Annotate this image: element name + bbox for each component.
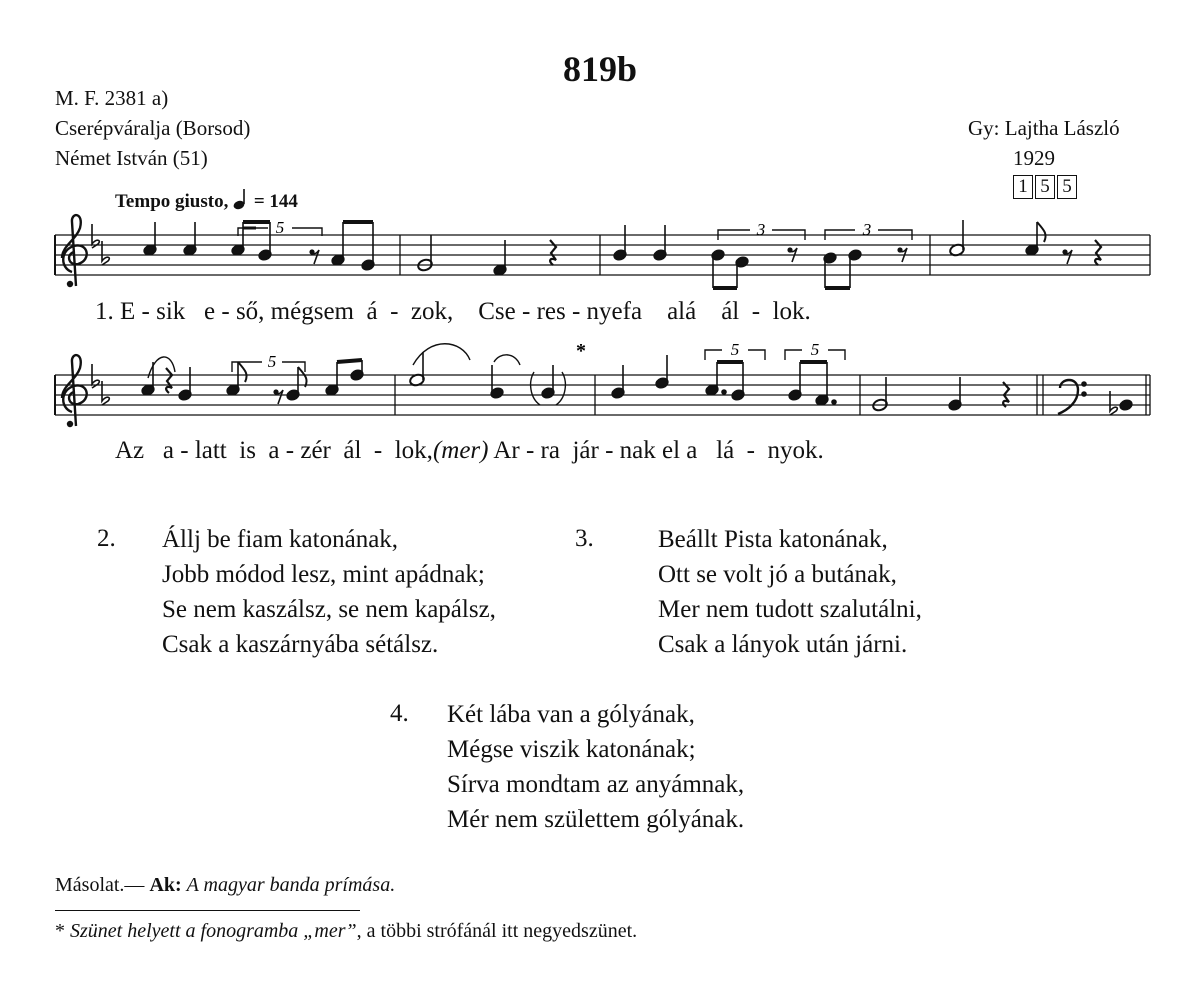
stanza-line: Se nem kaszálsz, se nem kapálsz, (162, 596, 496, 623)
tuplet-number: 3 (756, 220, 766, 239)
stanza-line: Beállt Pista katonának, (658, 526, 888, 553)
stanza-line: Állj be fiam katonának, (162, 526, 399, 553)
tuplet-number: 5 (730, 340, 740, 359)
copy-reference (55, 874, 395, 897)
treble-clef-icon (62, 355, 87, 427)
tuplet-number: 3 (862, 220, 872, 239)
lyrics-line-2-part-b: Ar - ra jár - nak el a lá - nyok. (488, 437, 824, 464)
footnote-marker: * (55, 920, 65, 942)
copy-label: Ak: (149, 874, 182, 896)
stanza-line: Csak a lányok után járni. (658, 631, 908, 658)
footnote-divider (55, 910, 360, 911)
tempo-text: Tempo giusto, (115, 191, 229, 212)
footnote-rest: , a többi strófánál itt negyedszünet. (356, 920, 638, 942)
copy-prefix: Másolat.— (55, 874, 145, 896)
tuplet-number: 5 (810, 340, 820, 359)
stanza-number: 2. (97, 525, 116, 552)
lyrics-interjection: (mer) (432, 437, 489, 464)
tuplet-number: 5 (267, 352, 277, 371)
stanza-2 (162, 522, 496, 662)
box-number-1: 1 (1013, 175, 1033, 199)
lyrics-line-1: 1. E - sik e - ső, mégsem á - zok, Cse - res - nyefa alá ál - lok. (95, 298, 811, 325)
stanza-number: 3. (575, 525, 594, 552)
singer-name: Német István (51) (55, 146, 208, 170)
stanza-3 (658, 522, 922, 662)
staff-1 (55, 215, 1150, 288)
footnote-asterisk: * (576, 340, 586, 362)
recording-place: Cserépváralja (Borsod) (55, 116, 251, 140)
stanza-line: Mégse viszik katonának; (447, 736, 696, 763)
collector-name: Gy: Lajtha László (968, 116, 1120, 140)
lyrics-line-2-part-a: Az a - latt is a - zér ál - lok, (115, 437, 433, 464)
asterisk-footnote (55, 920, 637, 943)
stanza-line: Ott se volt jó a butának, (658, 561, 897, 588)
box-number-2: 5 (1035, 175, 1055, 199)
notes-staff-2 (141, 344, 1133, 415)
tuplet-brackets-2 (232, 350, 845, 372)
rests-staff-1 (309, 240, 1101, 265)
stanza-line: Csak a kaszárnyába sétálsz. (162, 631, 439, 658)
rests-staff-2 (166, 368, 1009, 407)
stanza-4 (447, 697, 744, 837)
collection-year: 1929 (1013, 146, 1055, 170)
lyrics-line-2 (115, 437, 824, 465)
box-number-3: 5 (1057, 175, 1077, 199)
stanza-line: Mér nem születtem gólyának. (447, 806, 745, 833)
staff-2 (55, 340, 1150, 427)
footnote-italic: Szünet helyett a fonogramba „mer” (70, 920, 357, 942)
copy-title: A magyar banda prímása. (186, 874, 396, 896)
tuplet-number: 5 (275, 218, 285, 237)
catalog-number: M. F. 2381 a) (55, 86, 169, 110)
stanza-line: Mer nem tudott szalutálni, (658, 596, 922, 623)
stanza-line: Sírva mondtam az anyámnak, (447, 771, 745, 798)
treble-clef-icon (62, 215, 87, 287)
tempo-value: = 144 (253, 191, 298, 212)
page-title: 819b (562, 49, 638, 89)
music-score (0, 0, 1200, 480)
stanza-line: Két lába van a gólyának, (447, 701, 695, 728)
stanza-number: 4. (390, 700, 409, 727)
tuplet-brackets-1 (238, 228, 912, 240)
stanza-line: Jobb módod lesz, mint apádnak; (162, 561, 485, 588)
